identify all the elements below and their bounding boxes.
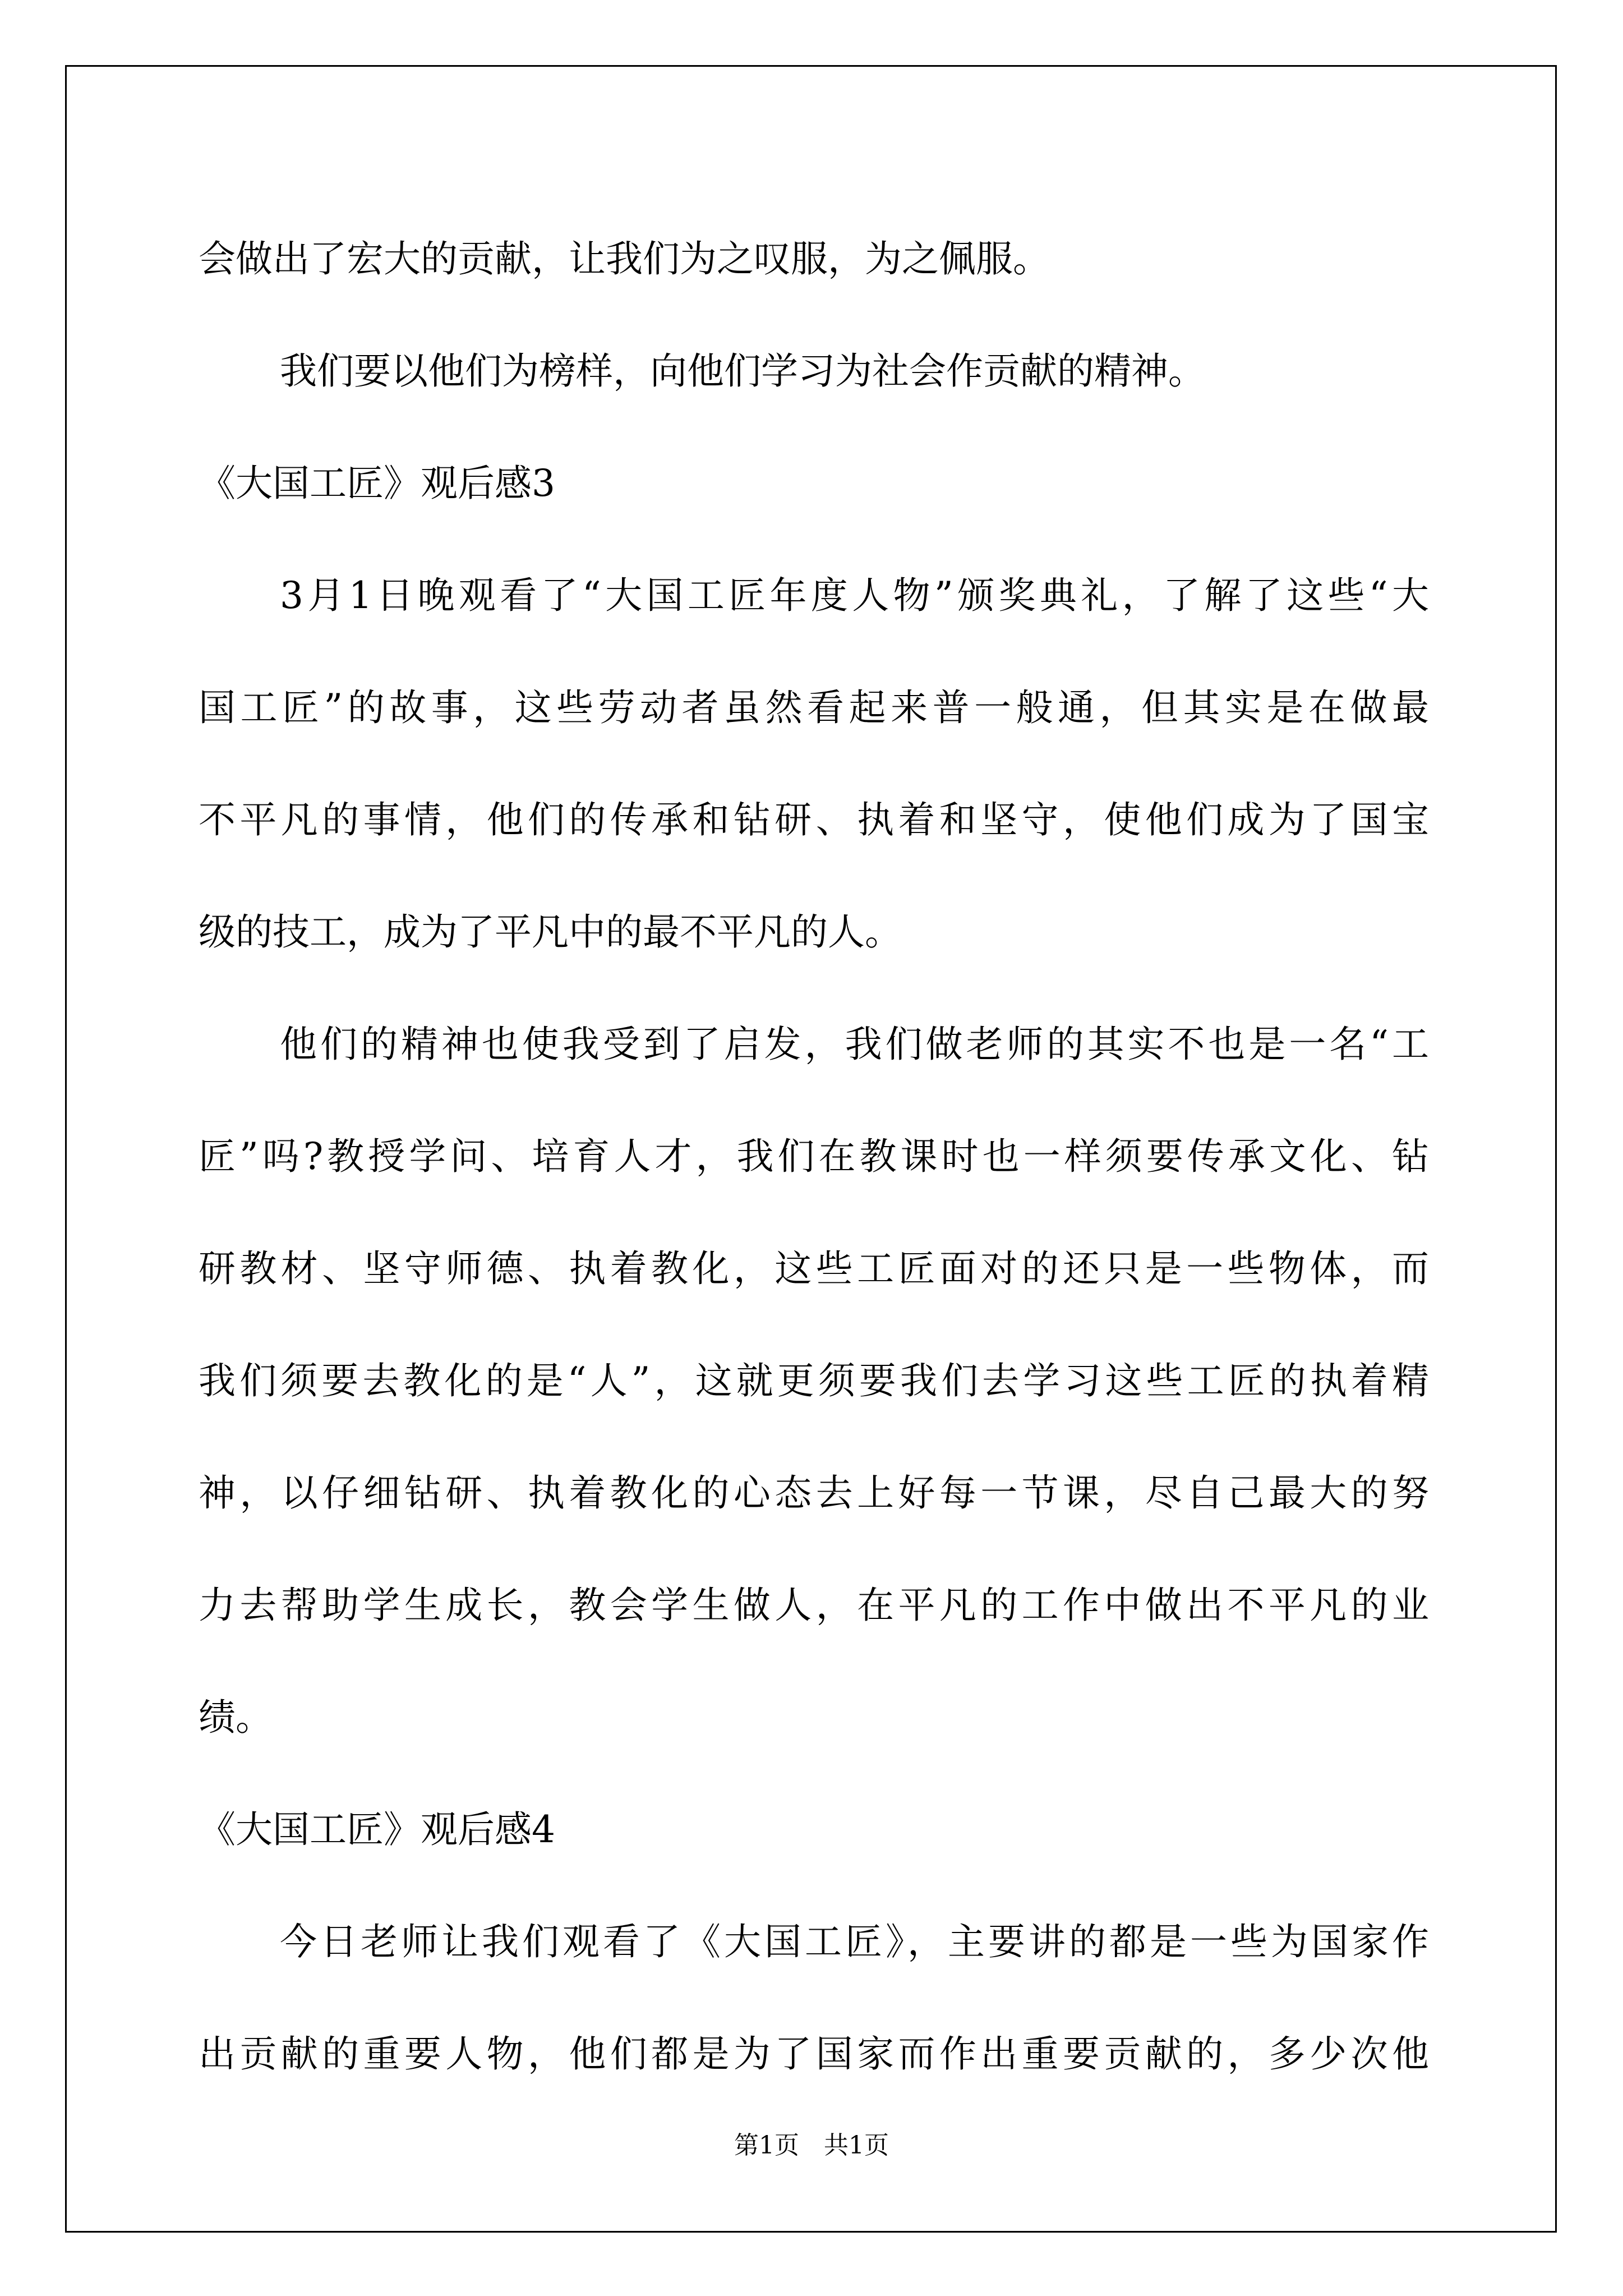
document-body <box>199 203 1429 2110</box>
text-line: 绩。 <box>199 1696 273 1739</box>
text-line: 级的技工，成为了平凡中的最不平凡的人。 <box>199 910 902 954</box>
text-line: 力去帮助学生成长，教会学生做人，在平凡的工作中做出不平凡的业 <box>199 1584 1429 1627</box>
page-number: 第1页 <box>734 2131 799 2160</box>
text-line: 匠”吗?教授学问、培育人才，我们在教课时也一样须要传承文化、钻 <box>199 1135 1429 1178</box>
text-line: 我们须要去教化的是“人”，这就更须要我们去学习这些工匠的执着精 <box>199 1359 1429 1402</box>
text-line: 出贡献的重要人物，他们都是为了国家而作出重要贡献的，多少次他 <box>199 2032 1429 2076</box>
section-heading: 《大国工匠》观后感4 <box>199 1808 555 1851</box>
text-line: 不平凡的事情，他们的传承和钻研、执着和坚守，使他们成为了国宝 <box>199 798 1429 841</box>
text-line: 今日老师让我们观看了《大国工匠》，主要讲的都是一些为国家作 <box>280 1920 1429 1963</box>
section-heading: 《大国工匠》观后感3 <box>199 462 555 505</box>
text-line: 神，以仔细钻研、执着教化的心态去上好每一节课，尽自己最大的努 <box>199 1471 1429 1515</box>
text-line: 会做出了宏大的贡献，让我们为之叹服，为之佩服。 <box>199 237 1050 280</box>
page-total: 共1页 <box>824 2131 889 2160</box>
text-line: 我们要以他们为榜样，向他们学习为社会作贡献的精神。 <box>280 349 1205 393</box>
text-line: 研教材、坚守师德、执着教化，这些工匠面对的还只是一些物体，而 <box>199 1247 1429 1290</box>
text-line: 他们的精神也使我受到了启发，我们做老师的其实不也是一名“工 <box>280 1023 1429 1066</box>
page-footer <box>0 2129 1623 2162</box>
text-line: 3月1日晚观看了“大国工匠年度人物”颁奖典礼，了解了这些“大 <box>280 574 1429 617</box>
text-line: 国工匠”的故事，这些劳动者虽然看起来普一般通，但其实是在做最 <box>199 686 1429 729</box>
